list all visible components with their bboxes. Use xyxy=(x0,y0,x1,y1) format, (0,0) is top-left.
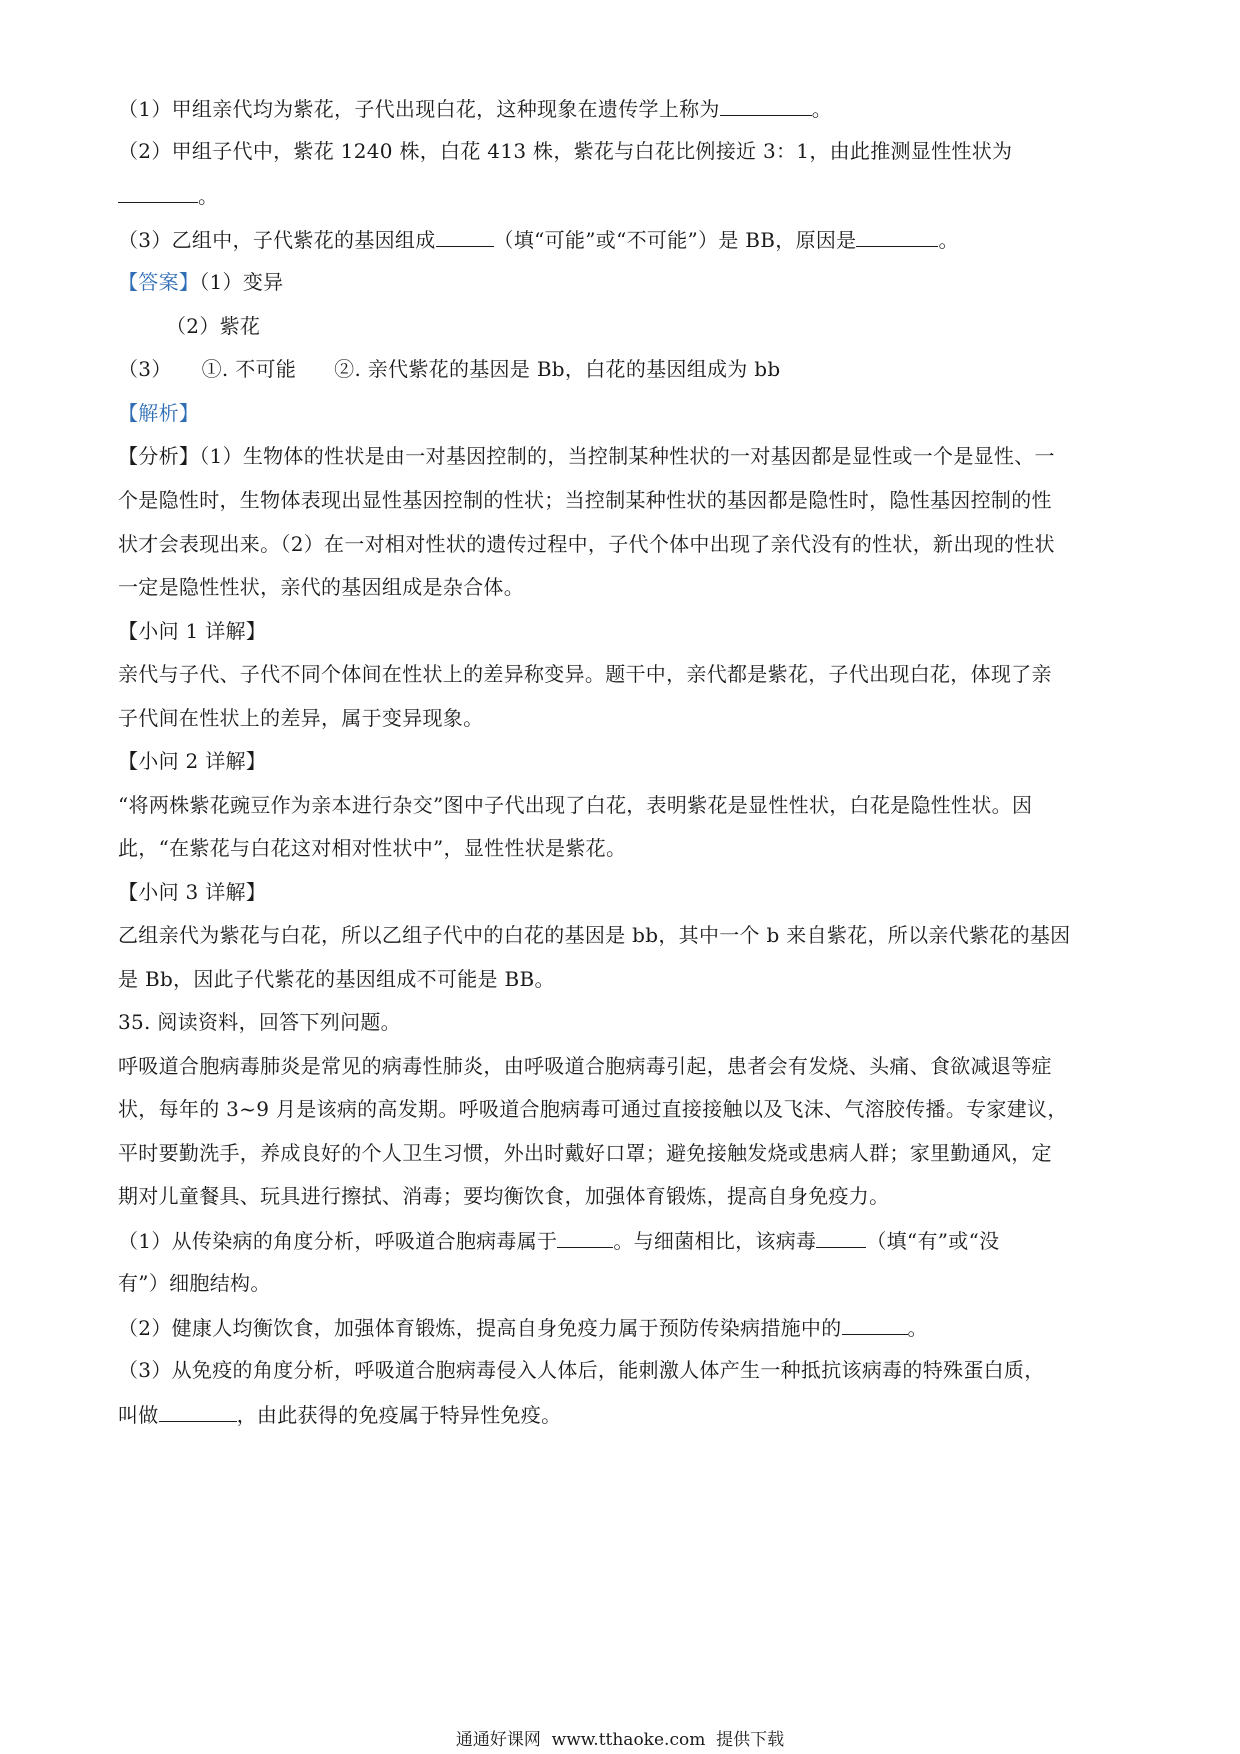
analysis-fenxi-4: 一定是隐性性状，亲代的基因组成是杂合体。 xyxy=(118,575,524,599)
q35-sub2: （2）健康人均衡饮食，加强体育锻炼，提高自身免疫力属于预防传染病措施中的 。 xyxy=(118,1316,928,1340)
q35-material-1: 呼吸道合胞病毒肺炎是常见的病毒性肺炎，由呼吸道合胞病毒引起，患者会有发烧、头痛、食欲减退等症 xyxy=(118,1054,1052,1078)
q35-sub1: （1）从传染病的角度分析，呼吸道合胞病毒属于 。与细菌相比，该病毒 （填“有”或“没 xyxy=(118,1229,1000,1253)
answer-blank xyxy=(816,1227,866,1248)
q34-sub3: （3）乙组中，子代紫花的基因组成 （填“可能”或“不可能”）是 BB，原因是 。 xyxy=(118,228,959,252)
analysis-label: 【解析】 xyxy=(118,401,200,425)
q34-sub1: （1）甲组亲代均为紫花，子代出现白花，这种现象在遗传学上称为 。 xyxy=(118,97,833,121)
answer-blank xyxy=(118,182,198,203)
footer-note: 提供下载 xyxy=(716,1730,785,1750)
q35-material-3: 平时要勤洗手，养成良好的个人卫生习惯，外出时戴好口罩；避免接触发烧或患病人群；家里勤通风，定 xyxy=(118,1141,1052,1165)
q34-sub2-cont: 。 xyxy=(118,182,1128,209)
q35-sub1-cont: 有”）细胞结构。 xyxy=(118,1271,271,1295)
answer-line-2: （2）紫花 xyxy=(166,314,261,338)
q35-material-4: 期对儿童餐具、玩具进行擦拭、消毒；要均衡饮食，加强体育锻炼，提高自身免疫力。 xyxy=(118,1184,890,1208)
fenxi-label: 【分析】 xyxy=(118,444,200,468)
answer-label: 【答案】 xyxy=(118,270,200,294)
analysis-fenxi-1: 【分析】（1）生物体的性状是由一对基因控制的，当控制某种性状的一对基因都是显性或一个是显性、一 xyxy=(118,444,1055,468)
answer-blank xyxy=(842,1314,908,1335)
subq2-title: 【小问 2 详解】 xyxy=(118,749,267,773)
subq1-text-1: 亲代与子代、子代不同个体间在性状上的差异称变异。题干中，亲代都是紫花，子代出现白花，体现了亲 xyxy=(118,662,1052,686)
subq2-text-2: 此，“在紫花与白花这对相对性状中”，显性性状是紫花。 xyxy=(118,836,627,860)
subq3-text-2: 是 Bb，因此子代紫花的基因组成不可能是 BB。 xyxy=(118,967,555,991)
q34-sub2: （2）甲组子代中，紫花 1240 株，白花 413 株，紫花与白花比例接近 3：1，由此推测显性性状为 xyxy=(118,139,1013,163)
subq1-title: 【小问 1 详解】 xyxy=(118,619,267,643)
q35-sub3: （3）从免疫的角度分析，呼吸道合胞病毒侵入人体后，能刺激人体产生一种抵抗该病毒的特殊蛋白质， xyxy=(118,1358,1045,1382)
answer-blank xyxy=(159,1401,237,1422)
subq2-text-1: “将两株紫花豌豆作为亲本进行杂交”图中子代出现了白花，表明紫花是显性性状，白花是隐性性状。因 xyxy=(118,793,1033,817)
footer-url[interactable]: www.tthaoke.com xyxy=(551,1730,706,1750)
subq3-title: 【小问 3 详解】 xyxy=(118,880,267,904)
answer-blank xyxy=(720,95,812,116)
answer-line-3: （3） ①. 不可能 ②. 亲代紫花的基因是 Bb，白花的基因组成为 bb xyxy=(118,357,781,381)
analysis-fenxi-2: 个是隐性时，生物体表现出显性基因控制的性状；当控制某种性状的基因都是隐性时，隐性基因控制的性 xyxy=(118,488,1052,512)
answer-blank xyxy=(856,226,938,247)
analysis-fenxi-3: 状才会表现出来。（2）在一对相对性状的遗传过程中，子代个体中出现了亲代没有的性状，新出现的性状 xyxy=(118,532,1055,556)
answer-blank xyxy=(557,1227,613,1248)
subq1-text-2: 子代间在性状上的差异，属于变异现象。 xyxy=(118,706,484,730)
q35-sub3-cont: 叫做 ，由此获得的免疫属于特异性免疫。 xyxy=(118,1403,562,1427)
subq3-text-1: 乙组亲代为紫花与白花，所以乙组子代中的白花的基因是 bb，其中一个 b 来自紫花，所以亲代紫花的基因 xyxy=(118,923,1071,947)
answer-line-1: 【答案】（1）变异 xyxy=(118,270,284,294)
answer-blank xyxy=(436,226,494,247)
q35-title: 35. 阅读资料，回答下列问题。 xyxy=(118,1010,401,1034)
page-footer xyxy=(0,1730,1240,1750)
analysis-label-line xyxy=(118,400,1128,426)
q35-material-2: 状，每年的 3~9 月是该病的高发期。呼吸道合胞病毒可通过直接接触以及飞沫、气溶胶传播。专家建议， xyxy=(118,1097,1068,1121)
footer-site: 通通好课网 xyxy=(455,1730,541,1750)
